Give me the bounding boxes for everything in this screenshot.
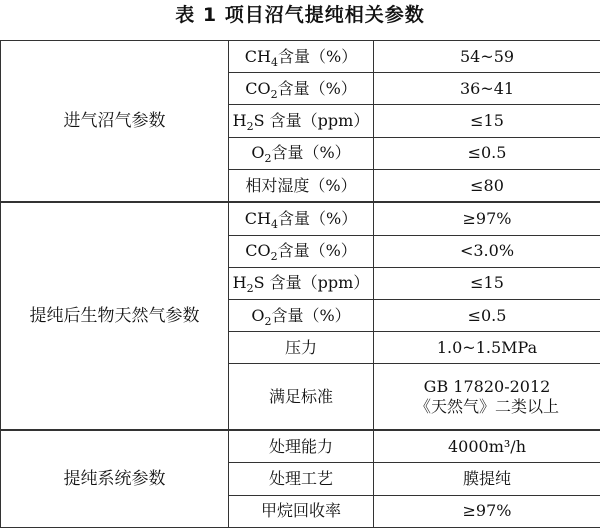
table-row <box>1 202 600 235</box>
value-cell: 4000m³/h <box>374 430 600 463</box>
parameter-name-suffix: S 含量（ppm） <box>253 273 370 293</box>
standard-code: GB 17820-2012 <box>423 376 551 396</box>
value-cell: ≤0.5 <box>374 300 600 332</box>
parameter-cell <box>229 495 374 527</box>
parameter-name: 满足标准 <box>268 386 333 406</box>
parameter-name: H <box>232 273 247 293</box>
parameters-table <box>0 40 600 528</box>
parameter-cell <box>229 137 374 169</box>
parameter-cell <box>229 73 374 105</box>
value-cell: ≤15 <box>374 267 600 299</box>
subscript: 2 <box>264 314 272 328</box>
value-cell: ≥97% <box>374 495 600 527</box>
parameter-cell <box>229 41 374 73</box>
subscript: 4 <box>270 55 278 69</box>
parameter-cell <box>229 364 374 430</box>
subscript: 2 <box>270 88 278 102</box>
subscript: 2 <box>270 250 278 264</box>
parameter-name: O <box>251 305 265 325</box>
parameter-cell <box>229 267 374 299</box>
table-row <box>1 41 600 73</box>
parameter-cell <box>229 300 374 332</box>
parameter-name: CO <box>245 241 271 261</box>
standard-title: 《天然气》二类以上 <box>414 396 559 416</box>
value-cell: 膜提纯 <box>374 463 600 495</box>
parameter-name-suffix: 含量（%） <box>277 46 358 66</box>
parameter-name: H <box>232 111 247 131</box>
table-row <box>1 430 600 463</box>
value-cell: 36~41 <box>374 73 600 105</box>
parameter-name: 处理工艺 <box>268 469 333 489</box>
value-cell: 1.0~1.5MPa <box>374 332 600 364</box>
parameter-cell <box>229 235 374 267</box>
value-cell: ≥97% <box>374 202 600 235</box>
parameter-name: 甲烷回收率 <box>260 501 341 521</box>
parameter-cell <box>229 430 374 463</box>
parameter-name-suffix: 含量（%） <box>271 143 351 163</box>
group-label: 进气沼气参数 <box>1 41 229 203</box>
parameter-cell <box>229 332 374 364</box>
subscript: 4 <box>270 218 278 232</box>
value-cell <box>374 364 600 430</box>
parameter-cell <box>229 463 374 495</box>
parameter-name: 相对湿度（%） <box>245 175 357 195</box>
parameter-name: CH <box>244 208 271 228</box>
subscript: 2 <box>246 282 254 296</box>
value-cell: ≤80 <box>374 169 600 202</box>
parameter-name-suffix: 含量（%） <box>277 208 358 228</box>
parameter-name-suffix: S 含量（ppm） <box>253 111 370 131</box>
parameter-name: CH <box>244 46 271 66</box>
value-cell: ≤0.5 <box>374 137 600 169</box>
parameter-name: O <box>251 143 265 163</box>
table-caption: 表 1 项目沼气提纯相关参数 <box>175 4 425 26</box>
value-cell: <3.0% <box>374 235 600 267</box>
group-label: 提纯系统参数 <box>1 430 229 527</box>
value-cell: ≤15 <box>374 105 600 137</box>
parameter-name: 处理能力 <box>268 436 333 456</box>
parameter-name: 压力 <box>284 337 317 357</box>
parameter-name-suffix: 含量（%） <box>277 78 357 98</box>
parameter-name-suffix: 含量（%） <box>271 305 351 325</box>
parameter-cell <box>229 202 374 235</box>
parameter-cell <box>229 105 374 137</box>
subscript: 2 <box>246 120 254 134</box>
value-cell: 54~59 <box>374 41 600 73</box>
group-label: 提纯后生物天然气参数 <box>1 202 229 430</box>
parameter-name-suffix: 含量（%） <box>277 241 357 261</box>
subscript: 2 <box>264 152 272 166</box>
parameter-cell <box>229 169 374 202</box>
parameter-name: CO <box>245 78 271 98</box>
